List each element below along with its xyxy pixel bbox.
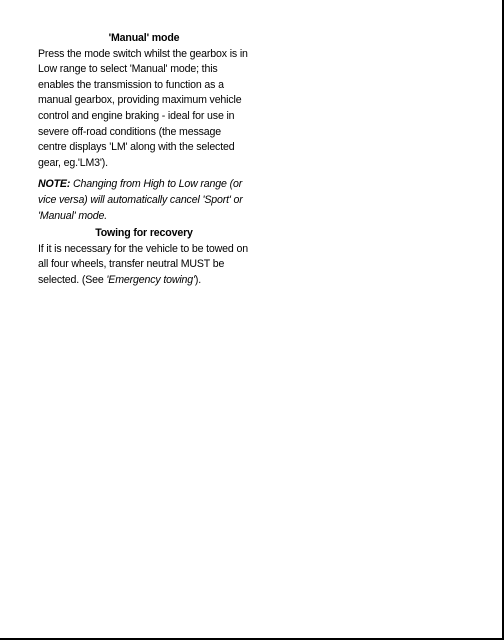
note-paragraph <box>38 177 250 224</box>
towing-paragraph <box>38 242 250 289</box>
manual-mode-heading: 'Manual' mode <box>108 32 180 44</box>
towing-text-end: ). <box>194 273 202 286</box>
towing-text: If it is necessary for the vehicle to be towed on all four wheels, transfer neutral MUST be selected. (See <box>38 242 248 286</box>
note-text: Changing from High to Low range (or vice versa) will automatically cancel 'Sport' or 'Manual' mode. <box>38 178 243 222</box>
towing-heading: Towing for recovery <box>95 227 193 240</box>
emergency-towing-reference: 'Emergency towing' <box>106 273 195 286</box>
manual-mode-paragraph: Press the mode switch whilst the gearbox is in Low range to select 'Manual' mode; this enables the transmission to function as a manual gearbox, providing maximum vehicle control and engine braking - ideal for use in severe off-road conditions (the message centre displays 'LM' along with the selected gear, eg.'LM3'). <box>38 47 248 169</box>
note-label: NOTE: <box>38 178 71 191</box>
text-column <box>38 31 250 289</box>
